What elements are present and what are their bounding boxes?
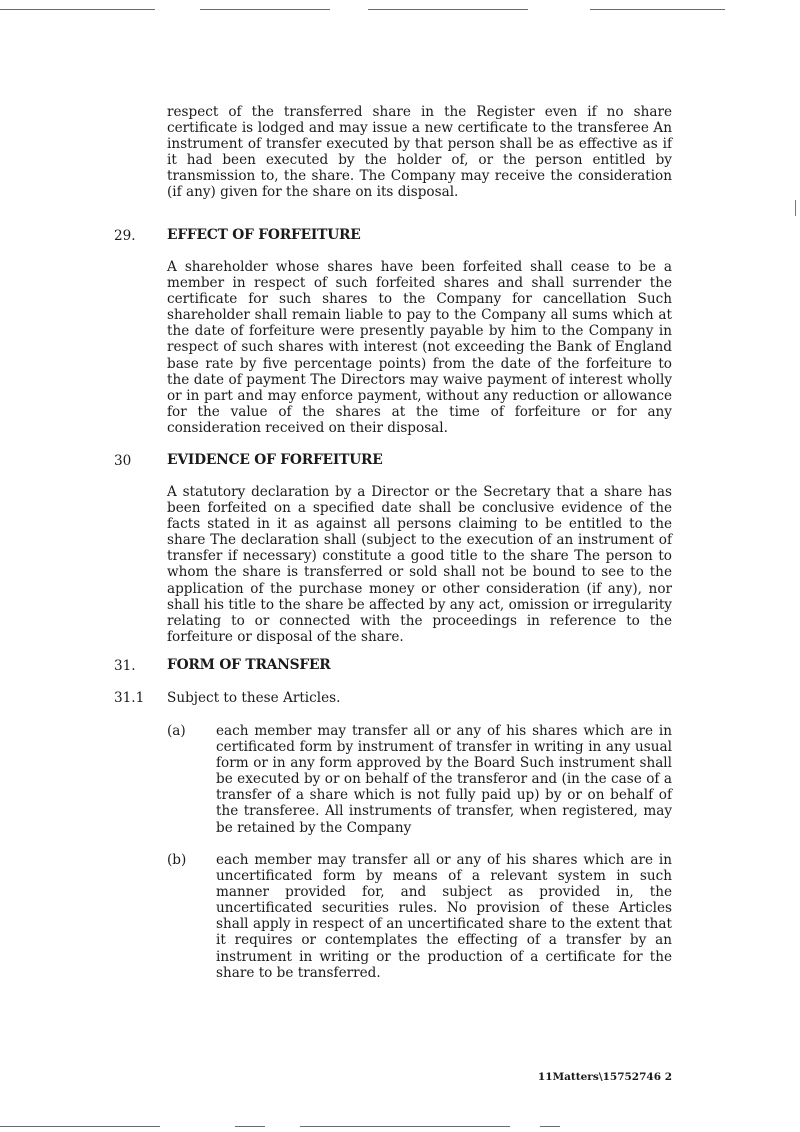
scan-line bbox=[540, 1126, 560, 1127]
section-body: A statutory declaration by a Director or the Secretary that a share has been forfeited on a specified date shall be conclusive evidence of the facts stated in it as against all persons claiming to be entitled to the share The declaration shall (subject to the execution of an instrument of transfer if necessary) constitute a good title to the share The person to whom the share is transferred or sold shall not be bound to see to the application of the purchase money or other consideration (if any), nor shall his title to the share be affected by any act, omission or irregularity relating to or connected with the proceedings in reference to the forfeiture or disposal of the share. bbox=[167, 484, 672, 645]
item-text: each member may transfer all or any of his shares which are in certificated form by instrument of transfer in writing in any usual form or in any form approved by the Board Such instrument shall be executed by or on behalf of the transferor and (in the case of a transfer of a share which is not fully paid up) by or on behalf of the transferee. All instruments of transfer, when registered, may be retained by the Company bbox=[216, 723, 672, 836]
section-number: 29. bbox=[114, 228, 136, 244]
item-label: (b) bbox=[167, 852, 187, 868]
scan-edge-mark bbox=[795, 200, 796, 216]
scan-line bbox=[590, 9, 725, 10]
scan-line bbox=[368, 9, 528, 10]
continuation-paragraph: respect of the transferred share in the Register even if no share certificate is lodged and may issue a new certificate to the transferee An instrument of transfer executed by that person shall be as effective as if it had been executed by the holder of, or the person entitled by transmission to, the share. The Company may receive the consideration (if any) given for the share on its disposal. bbox=[167, 104, 672, 201]
item-text: each member may transfer all or any of his shares which are in uncertificated form by means of a relevant system in such manner provided for, and subject as provided in, the uncertificated securities rules. No provision of these Articles shall apply in respect of an uncertificated share to the extent that it requires or contemplates the effecting of a transfer by an instrument in writing or the production of a certificate for the share to be transferred. bbox=[216, 852, 672, 981]
section-heading: EFFECT OF FORFEITURE bbox=[167, 227, 361, 243]
scan-line bbox=[0, 9, 155, 10]
section-heading: FORM OF TRANSFER bbox=[167, 657, 331, 673]
section-number: 30 bbox=[114, 453, 132, 469]
scan-line bbox=[200, 9, 330, 10]
section-body: A shareholder whose shares have been forfeited shall cease to be a member in respect of such forfeited shares and shall surrender the certificate for such shares to the Company for cancellation Such shareholder shall remain liable to pay to the Company all sums which at the date of forfeiture were presently payable by him to the Company in respect of such shares with interest (not exceeding the Bank of England base rate by five percentage points) from the date of the forfeiture to the date of payment The Directors may waive payment of interest wholly or in part and may enforce payment, without any reduction or allowance for the value of the shares at the time of forfeiture or for any consideration received on their disposal. bbox=[167, 259, 672, 436]
section-heading: EVIDENCE OF FORFEITURE bbox=[167, 452, 383, 468]
scan-line bbox=[235, 1126, 265, 1127]
scan-line bbox=[0, 1126, 160, 1127]
item-label: (a) bbox=[167, 723, 186, 739]
document-reference: 11Matters\15752746 2 bbox=[537, 1071, 672, 1083]
subclause-intro: Subject to these Articles. bbox=[167, 690, 341, 706]
scan-line bbox=[300, 1126, 510, 1127]
section-number: 31. bbox=[114, 658, 136, 674]
subclause-number: 31.1 bbox=[114, 690, 145, 706]
